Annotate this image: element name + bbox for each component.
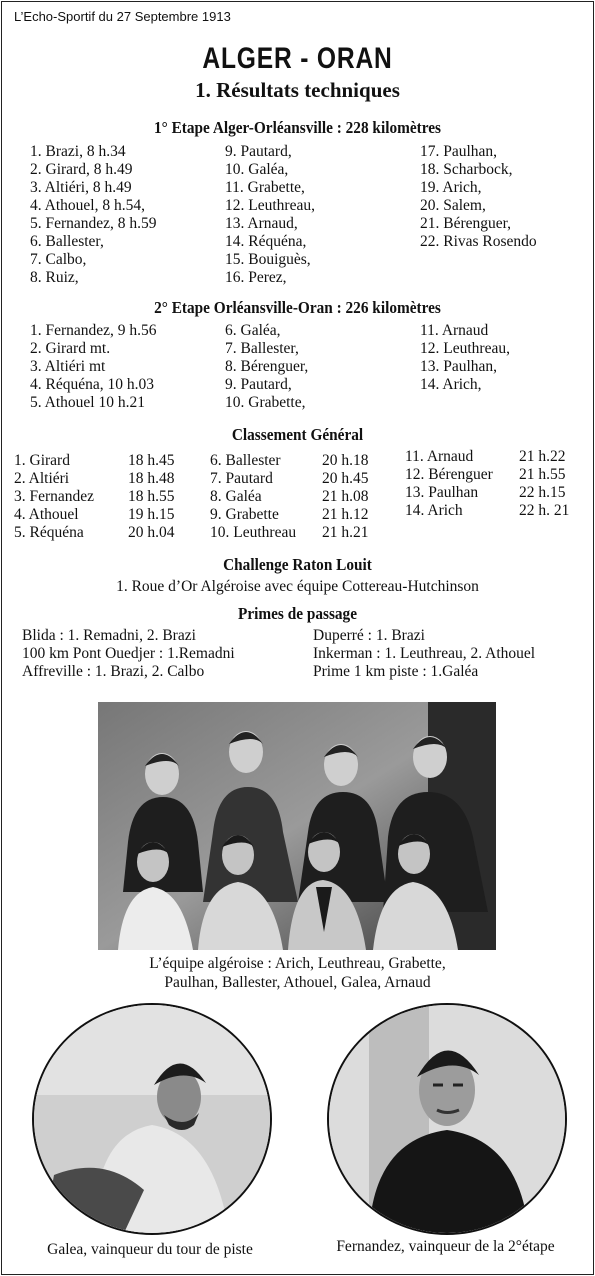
list-item: 5. Athouel 10 h.21 (30, 394, 145, 411)
table-row (210, 506, 390, 524)
table-row (14, 470, 194, 488)
stage2-column-3 (420, 322, 510, 394)
rider-name: 8. Galéa (210, 488, 262, 505)
stage2-column-2 (225, 322, 308, 412)
general-column-3 (405, 448, 585, 520)
list-item: 6. Galéa, (225, 322, 281, 339)
table-row (210, 488, 390, 506)
rider-name: 9. Grabette (210, 506, 279, 523)
primes-right-2: Inkerman : 1. Leuthreau, 2. Athouel (313, 645, 536, 662)
team-photo (98, 702, 496, 950)
list-item: 10. Galéa, (225, 161, 289, 178)
stage1-column-1 (30, 143, 157, 287)
rider-name: 4. Athouel (14, 506, 79, 523)
list-item: 5. Fernandez, 8 h.59 (30, 215, 157, 232)
table-row (405, 448, 585, 466)
list-item: 14. Réquéna, (225, 233, 307, 250)
rider-time: 21 h.55 (519, 466, 566, 483)
general-column-2 (210, 452, 390, 542)
rider-name: 12. Bérenguer (405, 466, 493, 483)
page-title: ALGER - ORAN (202, 42, 393, 75)
list-item: 21. Bérenguer, (420, 215, 512, 232)
table-row (210, 452, 390, 470)
team-caption-line-2: Paulhan, Ballester, Athouel, Galea, Arnaud (164, 974, 431, 991)
team-caption (0, 954, 595, 992)
stage1-column-2 (225, 143, 315, 287)
challenge-heading: Challenge Raton Louit (223, 555, 372, 574)
rider-name: 10. Leuthreau (210, 524, 297, 541)
table-row (405, 484, 585, 502)
rider-name: 13. Paulhan (405, 484, 479, 501)
stage2-column-1 (30, 322, 157, 412)
list-item: 13. Paulhan, (420, 358, 498, 375)
rider-name: 6. Ballester (210, 452, 281, 469)
rider-time: 22 h.15 (519, 484, 566, 501)
fernandez-portrait-image (329, 1005, 565, 1233)
rider-time: 22 h. 21 (519, 502, 570, 519)
stage2-heading: 2° Etape Orléansville-Oran : 226 kilomètres (154, 298, 441, 317)
rider-time: 20 h.04 (128, 524, 175, 541)
fernandez-caption: Fernandez, vainqueur de la 2°étape (336, 1238, 555, 1255)
list-item: 6. Ballester, (30, 233, 104, 250)
list-item: 1. Brazi, 8 h.34 (30, 143, 126, 160)
rider-name: 1. Girard (14, 452, 70, 469)
table-row (14, 506, 194, 524)
list-item: 3. Altiéri mt (30, 358, 106, 375)
rider-name: 7. Pautard (210, 470, 273, 487)
list-item: 10. Grabette, (225, 394, 306, 411)
galea-portrait (32, 1003, 272, 1235)
rider-time: 20 h.45 (322, 470, 369, 487)
list-item: 1. Fernandez, 9 h.56 (30, 322, 157, 339)
list-item: 11. Grabette, (225, 179, 305, 196)
rider-name: 11. Arnaud (405, 448, 474, 465)
rider-time: 19 h.15 (128, 506, 175, 523)
table-row (14, 524, 194, 542)
primes-right-1: Duperré : 1. Brazi (313, 627, 425, 644)
list-item: 4. Réquéna, 10 h.03 (30, 376, 154, 393)
list-item: 14. Arich, (420, 376, 482, 393)
primes-left-2: 100 km Pont Ouedjer : 1.Remadni (22, 645, 235, 662)
rider-time: 18 h.45 (128, 452, 175, 469)
galea-portrait-image (34, 1005, 270, 1233)
general-column-1 (14, 452, 194, 542)
rider-time: 21 h.21 (322, 524, 369, 541)
list-item: 18. Scharbock, (420, 161, 513, 178)
rider-time: 21 h.12 (322, 506, 369, 523)
list-item: 13. Arnaud, (225, 215, 298, 232)
table-row (210, 524, 390, 542)
rider-time: 21 h.08 (322, 488, 369, 505)
team-photo-image (98, 702, 496, 950)
page-subtitle: 1. Résultats techniques (195, 78, 400, 102)
list-item: 7. Ballester, (225, 340, 299, 357)
table-row (405, 502, 585, 520)
primes-left-3: Affreville : 1. Brazi, 2. Calbo (22, 663, 205, 680)
list-item: 16. Perez, (225, 269, 287, 286)
list-item: 8. Bérenguer, (225, 358, 309, 375)
rider-time: 20 h.18 (322, 452, 369, 469)
list-item: 9. Pautard, (225, 143, 292, 160)
list-item: 20. Salem, (420, 197, 486, 214)
list-item: 19. Arich, (420, 179, 482, 196)
list-item: 12. Leuthreau, (420, 340, 510, 357)
table-row (405, 466, 585, 484)
fernandez-portrait (327, 1003, 567, 1235)
list-item: 4. Athouel, 8 h.54, (30, 197, 145, 214)
rider-time: 21 h.22 (519, 448, 566, 465)
rider-name: 14. Arich (405, 502, 463, 519)
list-item: 11. Arnaud (420, 322, 489, 339)
rider-time: 18 h.48 (128, 470, 175, 487)
stage1-heading: 1° Etape Alger-Orléansville : 228 kilomètres (153, 118, 441, 137)
list-item: 22. Rivas Rosendo (420, 233, 537, 250)
list-item: 3. Altiéri, 8 h.49 (30, 179, 132, 196)
list-item: 8. Ruiz, (30, 269, 79, 286)
table-row (14, 452, 194, 470)
primes-right-3: Prime 1 km piste : 1.Galéa (313, 663, 479, 680)
list-item: 12. Leuthreau, (225, 197, 315, 214)
list-item: 7. Calbo, (30, 251, 87, 268)
list-item: 9. Pautard, (225, 376, 292, 393)
primes-left-1: Blida : 1. Remadni, 2. Brazi (22, 627, 196, 644)
list-item: 2. Girard mt. (30, 340, 111, 357)
challenge-text: 1. Roue d’Or Algéroise avec équipe Cottereau-Hutchinson (116, 578, 479, 595)
team-caption-line-1: L’équipe algéroise : Arich, Leuthreau, Grabette, (149, 955, 446, 972)
list-item: 15. Bouiguès, (225, 251, 311, 268)
galea-caption: Galea, vainqueur du tour de piste (47, 1241, 253, 1258)
general-heading: Classement Général (231, 425, 364, 444)
table-row (14, 488, 194, 506)
primes-heading: Primes de passage (238, 604, 357, 623)
list-item: 17. Paulhan, (420, 143, 498, 160)
rider-name: 3. Fernandez (14, 488, 95, 505)
list-item: 2. Girard, 8 h.49 (30, 161, 133, 178)
rider-time: 18 h.55 (128, 488, 175, 505)
stage1-column-3 (420, 143, 537, 251)
rider-name: 5. Réquéna (14, 524, 84, 541)
rider-name: 2. Altiéri (14, 470, 70, 487)
table-row (210, 470, 390, 488)
source-line: L’Echo-Sportif du 27 Septembre 1913 (14, 9, 231, 24)
